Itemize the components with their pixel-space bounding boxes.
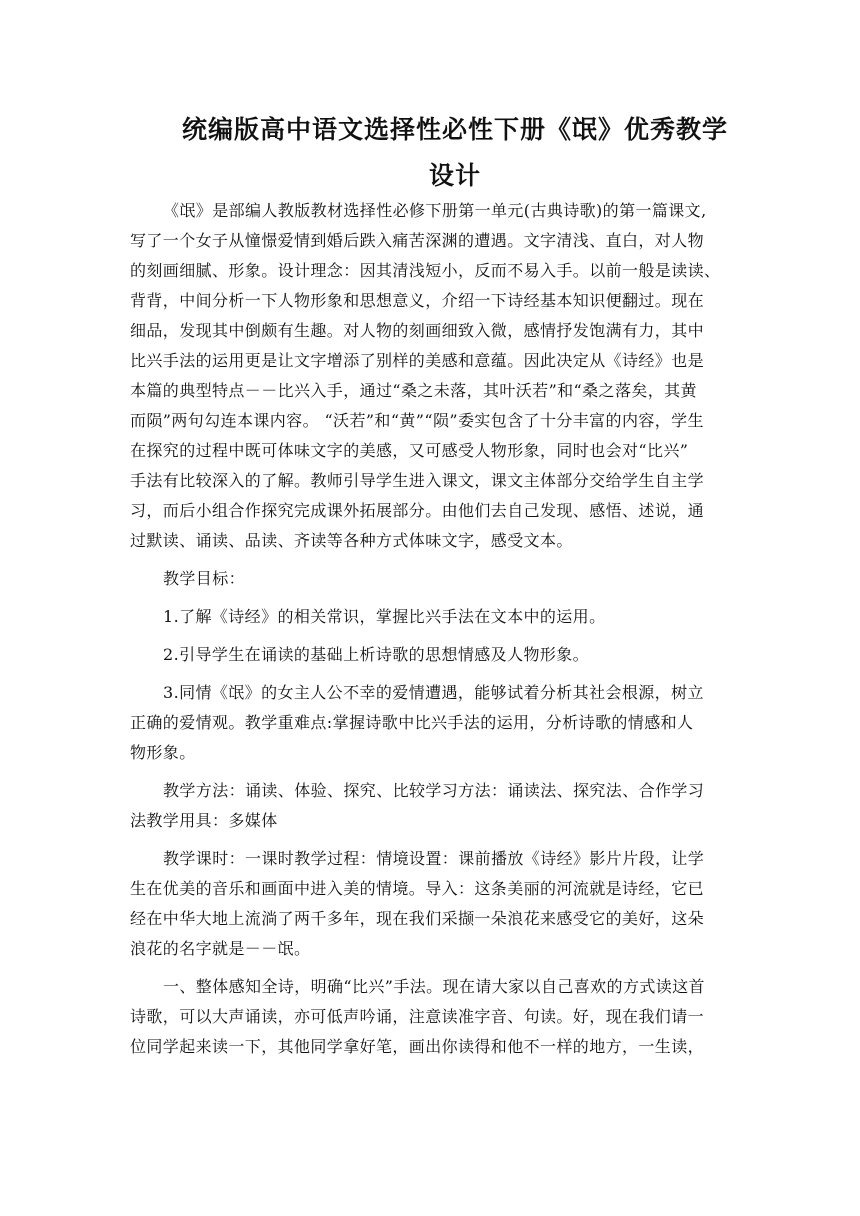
text-line: 一、整体感知全诗，明确“比兴”手法。现在请大家以自己喜欢的方式读这首 (163, 977, 705, 996)
document-title-line-2: 设计 (428, 161, 481, 190)
text-line: 本篇的典型特点－－比兴入手，通过“桑之未落，其叶沃若”和“桑之落矣，其黄 (130, 381, 697, 400)
document-body (130, 196, 740, 1062)
text-line: 的刻画细腻、形象。设计理念：因其清浅短小，反而不易入手。以前一般是读读、 (130, 261, 721, 280)
intro-paragraph (130, 196, 740, 556)
text-line: 法教学用具：多媒体 (130, 811, 278, 830)
methods-paragraph (130, 776, 740, 836)
goals-heading: 教学目标： (163, 569, 246, 588)
text-line: 教学课时：一课时教学过程：情境设置：课前播放《诗经》影片片段，让学 (163, 849, 705, 868)
text-line: 经在中华大地上流淌了两千多年，现在我们采撷一朵浪花来感受它的美好，这朵 (130, 909, 705, 928)
text-line: 生在优美的音乐和画面中进入美的情境。导入：这条美丽的河流就是诗经，它已 (130, 879, 705, 898)
text-line: 手法有比较深入的了解。教师引导学生进入课文，课文主体部分交给学生自主学 (130, 471, 705, 490)
text-line: 背背，中间分析一下人物形象和思想意义，介绍一下诗经基本知识便翻过。现在 (130, 291, 705, 310)
text-line: 《氓》是部编人教版教材选择性必修下册第一单元(古典诗歌)的第一篇课文, (163, 201, 707, 220)
process-paragraph (130, 844, 740, 964)
text-line: 过默读、诵读、品读、齐读等各种方式体味文字，感受文本。 (130, 531, 573, 550)
text-line: 物形象。 (130, 743, 196, 762)
text-line: 细品，发现其中倒颇有生趣。对人物的刻画细致入微，感情抒发饱满有力，其中 (130, 321, 705, 340)
text-line: 比兴手法的运用更是让文字增添了别样的美感和意蕴。因此决定从《诗经》也是 (130, 351, 705, 370)
goal-item-3 (130, 678, 740, 768)
document-title-line-1: 统编版高中语文选择性必性下册《氓》优秀教学 (181, 115, 728, 144)
goal-item-1: 1.了解《诗经》的相关常识，掌握比兴手法在文本中的运用。 (163, 607, 606, 626)
section-one-paragraph (130, 972, 740, 1062)
goal-item-2: 2.引导学生在诵读的基础上析诗歌的思想情感及人物形象。 (163, 645, 590, 664)
text-line: 诗歌，可以大声诵读，亦可低声吟诵，注意读准字音、句读。好，现在我们请一 (130, 1007, 705, 1026)
text-line: 写了一个女子从憧憬爱情到婚后跌入痛苦深渊的遭遇。文字清浅、直白，对人物 (130, 231, 705, 250)
text-line: 正确的爱情观。教学重难点:掌握诗歌中比兴手法的运用，分析诗歌的情感和人 (130, 713, 694, 732)
text-line: 浪花的名字就是－－氓。 (130, 939, 311, 958)
text-line: 位同学起来读一下，其他同学拿好笔，画出你读得和他不一样的地方，一生读， (130, 1037, 705, 1056)
text-line: 教学方法：诵读、体验、探究、比较学习方法：诵读法、探究法、合作学习 (163, 781, 705, 800)
text-line: 而陨”两句勾连本课内容。 “沃若”和“黄”“陨”委实包含了十分丰富的内容，学生 (130, 411, 704, 430)
text-line: 习，而后小组合作探究完成课外拓展部分。由他们去自己发现、感悟、述说，通 (130, 501, 705, 520)
text-line: 3.同情《氓》的女主人公不幸的爱情遭遇，能够试着分析其社会根源，树立 (163, 683, 704, 702)
text-line: 在探究的过程中既可体味文字的美感，又可感受人物形象，同时也会对“比兴” (130, 441, 689, 460)
